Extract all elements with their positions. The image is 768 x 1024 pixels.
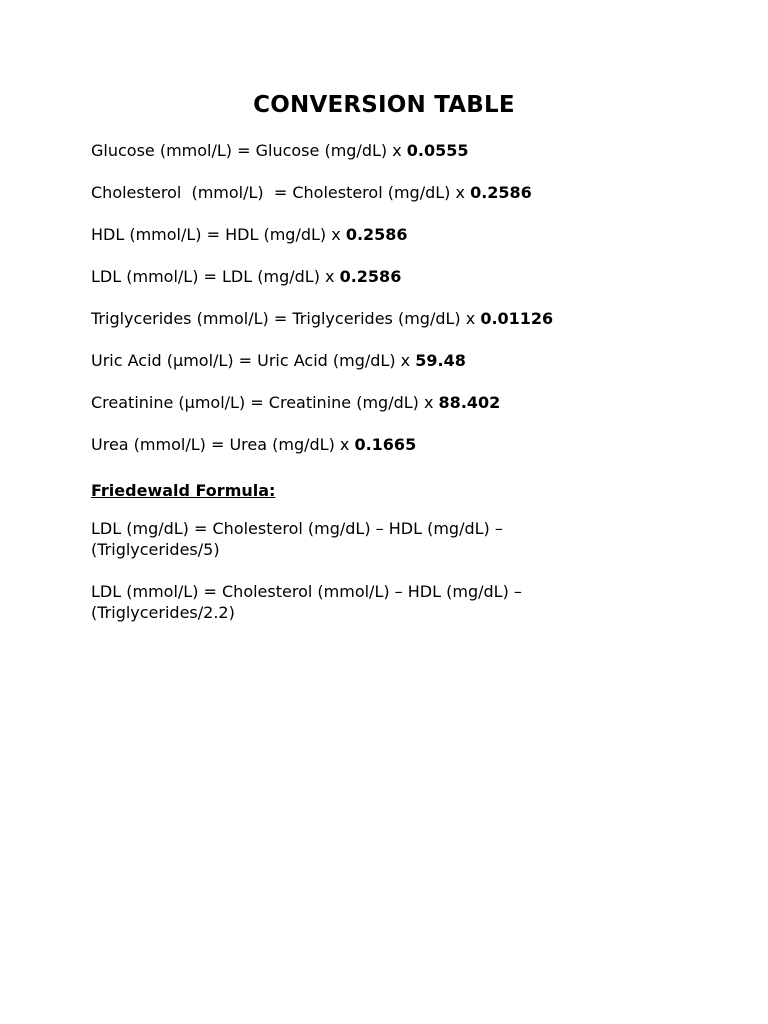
formula-line: (Triglycerides/2.2) bbox=[91, 603, 235, 622]
conversion-factor: 0.01126 bbox=[480, 309, 554, 328]
conversion-row-triglycerides bbox=[91, 308, 711, 329]
conversion-factor: 0.2586 bbox=[470, 183, 532, 202]
conversion-factor: 0.1665 bbox=[354, 435, 417, 454]
conversion-factor: 0.0555 bbox=[406, 141, 469, 160]
formula-line: LDL (mmol/L) = Cholesterol (mmol/L) – HDL (mg/dL) – bbox=[91, 582, 522, 601]
conversion-text: LDL (mmol/L) = LDL (mg/dL) x bbox=[91, 267, 340, 286]
conversion-text: Cholesterol (mmol/L) = Cholesterol (mg/dL) x bbox=[91, 183, 471, 202]
formula-line: LDL (mg/dL) = Cholesterol (mg/dL) – HDL (mg/dL) – bbox=[91, 519, 503, 538]
formula-line: (Triglycerides/5) bbox=[91, 540, 220, 559]
conversion-text: Creatinine (µmol/L) = Creatinine (mg/dL) x bbox=[91, 393, 439, 412]
conversion-row-ldl bbox=[91, 266, 711, 287]
conversion-text: Uric Acid (µmol/L) = Uric Acid (mg/dL) x bbox=[91, 351, 416, 370]
conversion-factor: 59.48 bbox=[415, 351, 466, 370]
conversion-row-cholesterol bbox=[91, 182, 711, 203]
friedewald-heading: Friedewald Formula: bbox=[91, 481, 276, 500]
conversion-text: HDL (mmol/L) = HDL (mg/dL) x bbox=[91, 225, 346, 244]
conversion-row-hdl bbox=[91, 224, 711, 245]
friedewald-formula-mmol bbox=[91, 581, 711, 623]
conversion-text: Triglycerides (mmol/L) = Triglycerides (mg/dL) x bbox=[91, 309, 481, 328]
conversion-factor: 0.2586 bbox=[339, 267, 402, 286]
conversion-row-uric-acid bbox=[91, 350, 711, 371]
conversion-factor: 88.402 bbox=[438, 393, 501, 412]
page-title: CONVERSION TABLE bbox=[253, 92, 515, 118]
conversion-row-creatinine bbox=[91, 392, 711, 413]
conversion-text: Glucose (mmol/L) = Glucose (mg/dL) x bbox=[91, 141, 407, 160]
conversion-row-glucose bbox=[91, 140, 711, 161]
conversion-row-urea bbox=[91, 434, 711, 455]
friedewald-formula-mgdl bbox=[91, 518, 711, 560]
conversion-text: Urea (mmol/L) = Urea (mg/dL) x bbox=[91, 435, 355, 454]
conversion-list bbox=[91, 140, 711, 644]
conversion-factor: 0.2586 bbox=[345, 225, 408, 244]
